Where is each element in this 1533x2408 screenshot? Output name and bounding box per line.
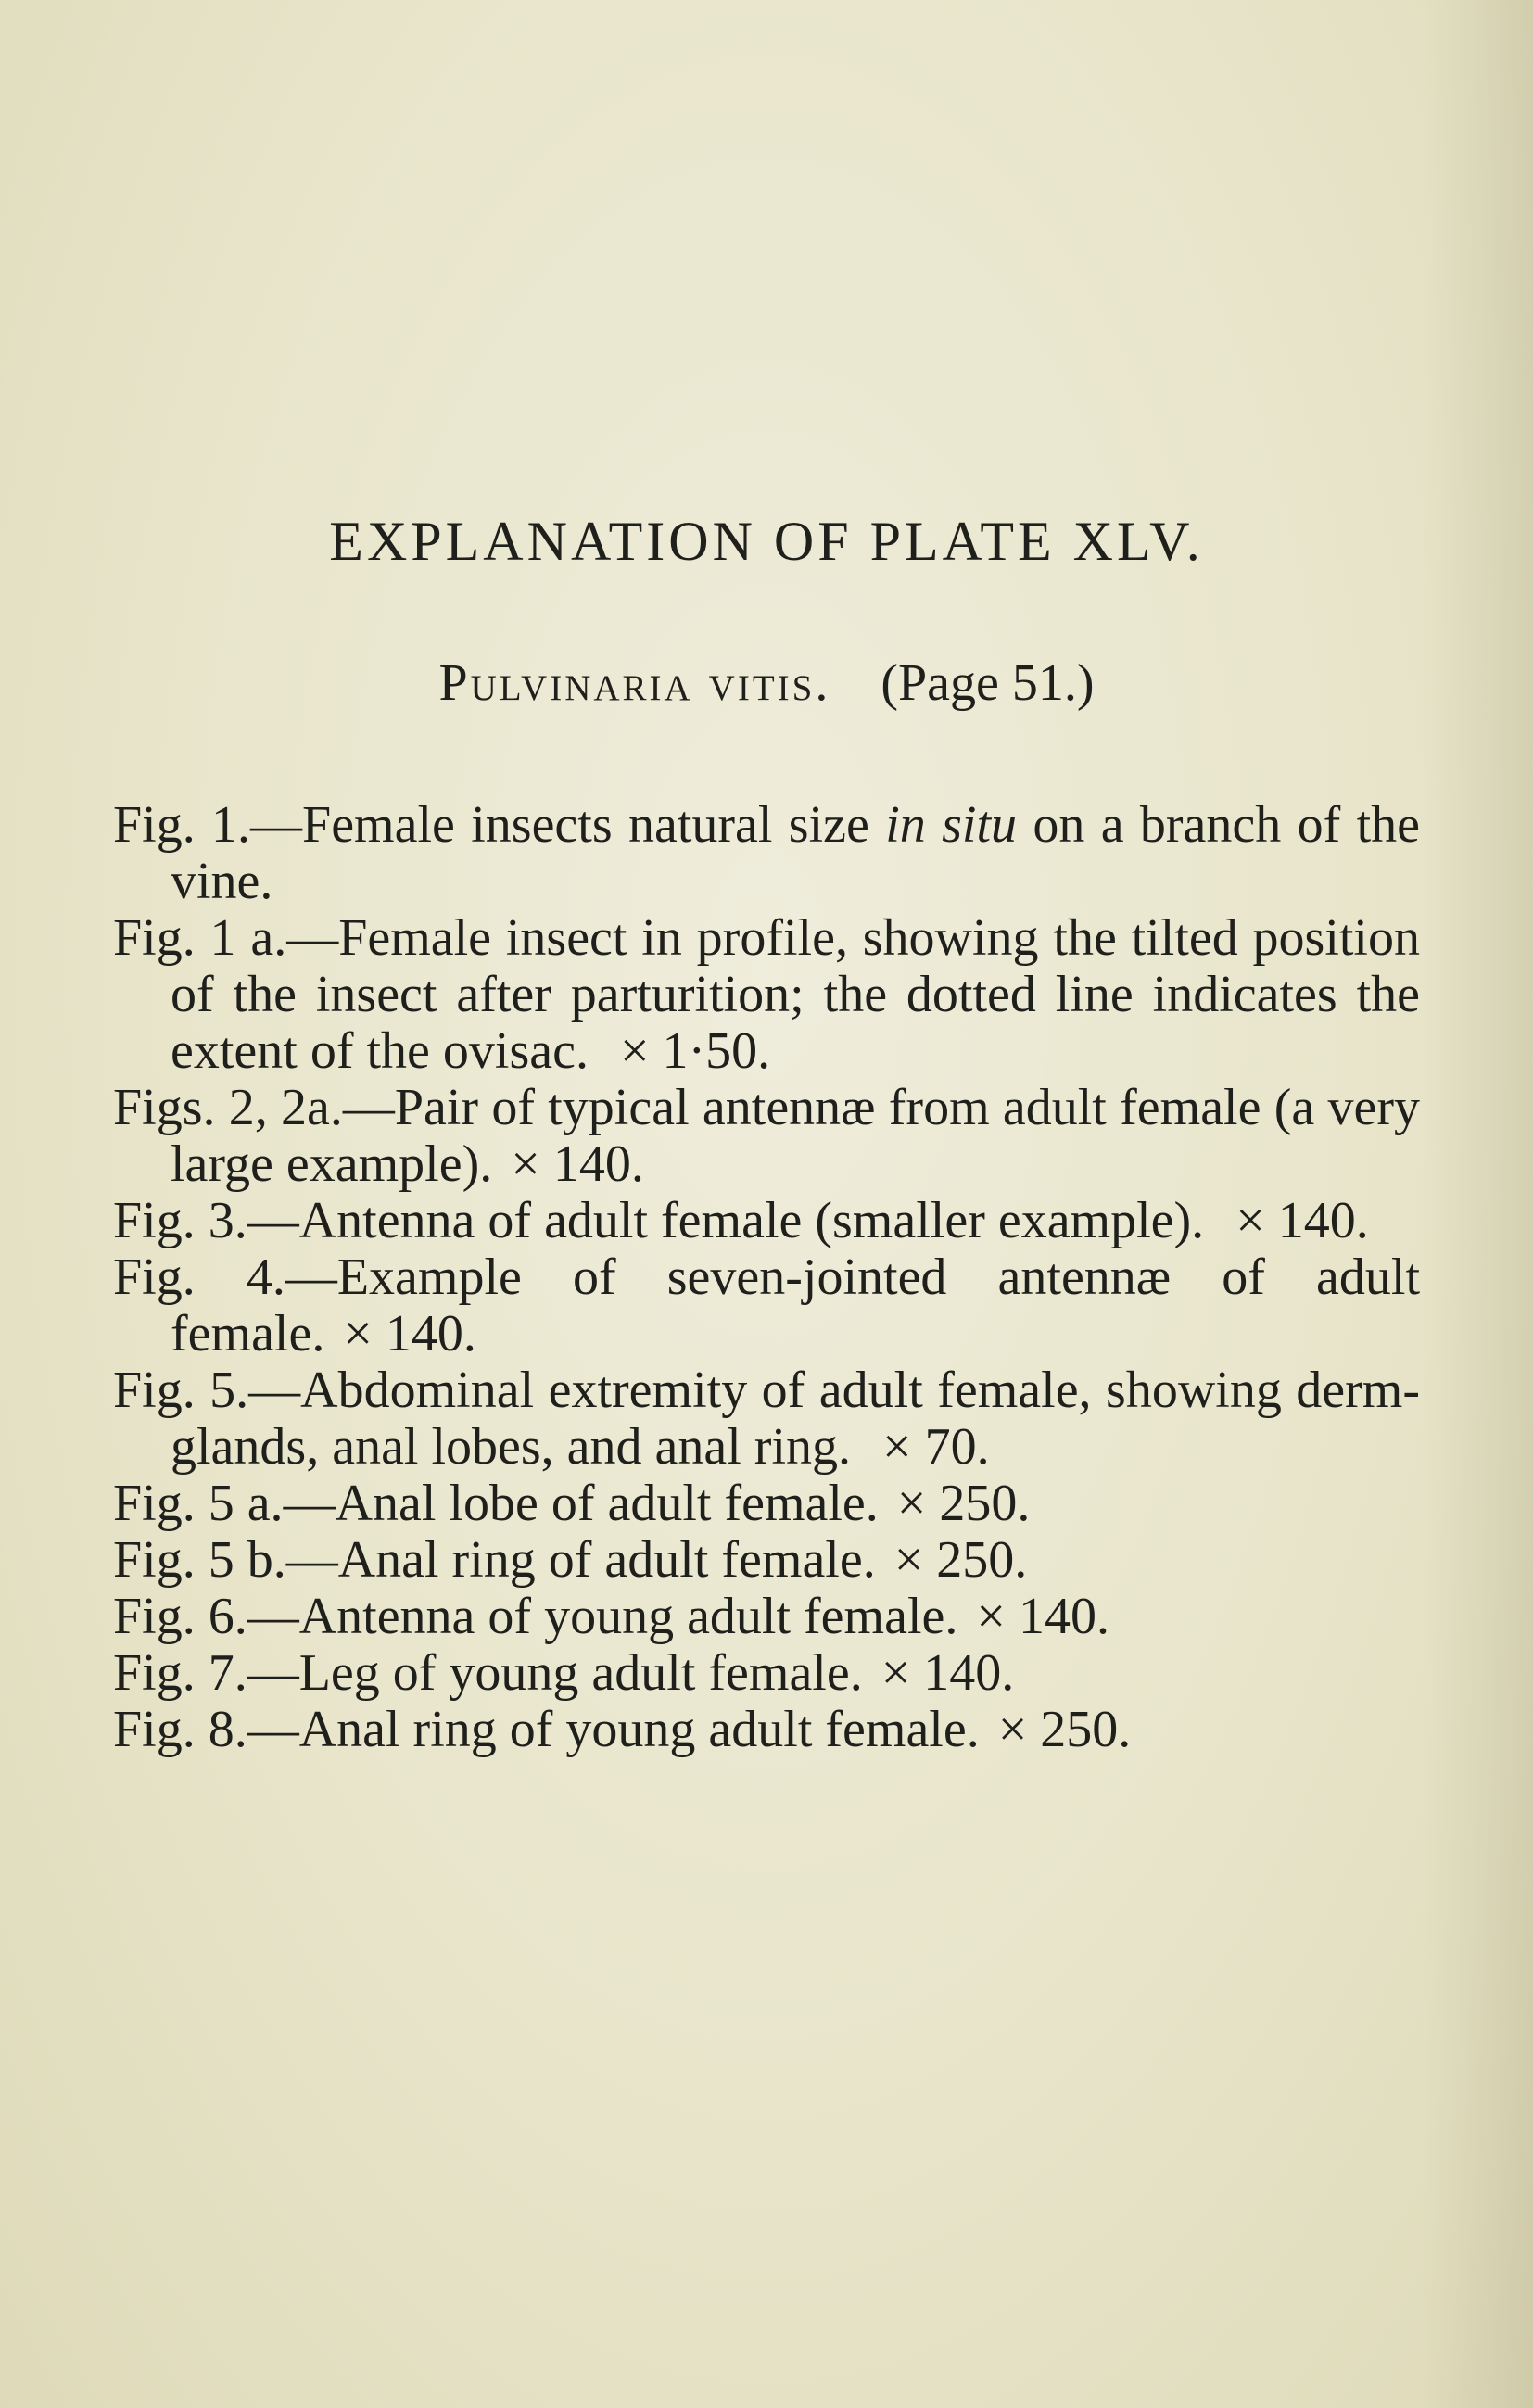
magnification: × 140. <box>881 1644 1015 1702</box>
magnification: × 250. <box>896 1475 1031 1532</box>
figure-label: Fig. 4. <box>113 1248 285 1306</box>
figure-description: —Anal ring of adult female. <box>285 1531 876 1589</box>
figure-label: Fig. 1 a. <box>113 909 287 967</box>
figure-entry-7 <box>113 1645 1420 1702</box>
magnification: × 1·50. <box>619 1022 771 1080</box>
figure-label: Fig. 3. <box>113 1192 247 1249</box>
figure-description: —Leg of young adult female. <box>247 1644 863 1702</box>
figure-label: Fig. 5 b. <box>113 1531 286 1589</box>
figure-entry-8 <box>113 1702 1420 1758</box>
magnification: × 140. <box>343 1305 476 1362</box>
figure-label: Figs. 2, 2a. <box>113 1079 343 1136</box>
figure-description-cont: on a branch of the vine. <box>171 796 1421 910</box>
figure-entry-1a <box>113 910 1420 1080</box>
figure-label: Fig. 5. <box>113 1362 249 1419</box>
plate-title: EXPLANATION OF PLATE XLV. <box>329 511 1204 572</box>
figure-entry-1 <box>113 797 1420 910</box>
figure-entry-4 <box>113 1249 1420 1362</box>
figure-description-italic: in situ <box>885 796 1018 854</box>
magnification: × 140. <box>976 1588 1109 1645</box>
figure-label: Fig. 6. <box>113 1588 247 1645</box>
figure-description: —Example of seven-jointed antennæ of adult female. <box>171 1248 1421 1362</box>
figure-description: —Anal ring of young adult female. <box>247 1701 980 1758</box>
figure-entry-5 <box>113 1362 1420 1476</box>
page-edge-shading <box>1422 0 1533 2408</box>
figure-entry-5a <box>113 1476 1420 1532</box>
magnification: × 250. <box>997 1701 1132 1758</box>
figure-description: —Anal lobe of adult female. <box>283 1475 879 1532</box>
page-reference: (Page 51.) <box>881 654 1095 712</box>
figure-label: Fig. 7. <box>113 1644 247 1702</box>
magnification: × 140. <box>1235 1192 1369 1249</box>
figure-description: —Pair of typical antennæ from adult female (a very large example). <box>171 1079 1420 1193</box>
figure-description: —Antenna of young adult female. <box>247 1588 958 1645</box>
figure-entry-3 <box>113 1193 1420 1249</box>
figure-entry-2 <box>113 1080 1420 1193</box>
species-name: Pulvinaria vitis. <box>438 654 831 712</box>
figure-entry-6 <box>113 1589 1420 1645</box>
magnification: × 250. <box>893 1531 1028 1589</box>
figure-list <box>113 797 1420 1758</box>
figure-label: Fig. 8. <box>113 1701 247 1758</box>
figure-description: —Female insect in profile, showing the tilted position of the insect after parturition; the dotted line indicates the extent of the ovisac. <box>171 909 1420 1080</box>
figure-label: Fig. 5 a. <box>113 1475 284 1532</box>
figure-description: —Female insects natural size <box>250 796 886 854</box>
figure-entry-5b <box>113 1532 1420 1589</box>
magnification: × 70. <box>882 1418 990 1476</box>
figure-description: —Antenna of adult female (smaller example). <box>247 1192 1205 1249</box>
figure-description: —Abdominal extremity of adult female, showing derm-glands, anal lobes, and anal ring. <box>171 1362 1420 1476</box>
figure-label: Fig. 1. <box>113 796 251 854</box>
magnification: × 140. <box>511 1135 644 1193</box>
plate-subtitle <box>0 653 1533 713</box>
